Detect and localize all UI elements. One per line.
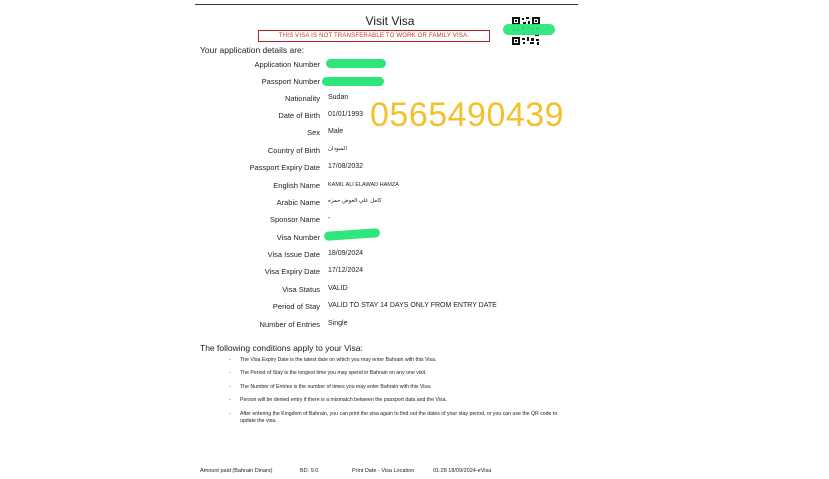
field-label-passport-number: Passport Number bbox=[261, 77, 320, 86]
application-intro: Your application details are: bbox=[200, 45, 305, 55]
field-label-period-of-stay: Period of Stay bbox=[272, 302, 320, 311]
condition-marker: - bbox=[229, 384, 231, 390]
condition-text: After entering the Kingdom of Bahrain, you can print the visa again to find out the dates of your stay period, or you can use the QR code to update the visa. bbox=[240, 411, 558, 424]
field-label-visa-issue-date: Visa Issue Date bbox=[267, 250, 320, 259]
conditions-title: The following conditions apply to your Visa: bbox=[200, 343, 363, 353]
field-value-country-of-birth: السودان bbox=[328, 146, 347, 152]
field-label-visa-status: Visa Status bbox=[282, 285, 320, 294]
condition-marker: - bbox=[229, 370, 231, 376]
print-date-value: 01:28 18/09/2024-eVisa bbox=[433, 468, 492, 474]
field-value-number-of-entries: Single bbox=[328, 320, 348, 327]
field-label-arabic-name: Arabic Name bbox=[276, 198, 320, 207]
field-label-nationality: Nationality bbox=[284, 94, 320, 103]
field-label-application-number: Application Number bbox=[254, 60, 320, 69]
condition-text: The Period of Stay is the longest time you may spend in Bahrain on any one visit. bbox=[240, 370, 427, 376]
transfer-warning: THIS VISA IS NOT TRANSFERABLE TO WORK OR FAMILY VISA. bbox=[258, 30, 490, 42]
print-date-label: Print Date - Visa Location bbox=[352, 468, 415, 474]
phone-number-overlay: 0565490439 bbox=[370, 96, 565, 134]
field-label-visa-expiry-date: Visa Expiry Date bbox=[264, 267, 320, 276]
visa-number-redaction bbox=[324, 228, 380, 241]
top-rule bbox=[195, 4, 578, 5]
field-label-english-name: English Name bbox=[273, 181, 320, 190]
field-value-visa-issue-date: 18/09/2024 bbox=[328, 250, 364, 257]
field-value-nationality: Sudan bbox=[328, 94, 349, 101]
application-number-redaction bbox=[326, 59, 386, 68]
condition-marker: - bbox=[229, 357, 231, 363]
condition-text: The Number of Entries is the number of times you may enter Bahrain with this Visa. bbox=[240, 384, 432, 390]
field-value-passport-expiry-date: 17/08/2032 bbox=[328, 163, 364, 170]
field-label-date-of-birth: Date of Birth bbox=[278, 111, 320, 120]
field-value-sex: Male bbox=[328, 128, 344, 135]
condition-marker: - bbox=[229, 411, 231, 417]
field-label-country-of-birth: Country of Birth bbox=[267, 146, 320, 155]
passport-number-redaction bbox=[322, 77, 384, 86]
field-label-passport-expiry-date: Passport Expiry Date bbox=[249, 163, 320, 172]
field-label-visa-number: Visa Number bbox=[276, 233, 320, 242]
amount-paid-label: Amount paid (Bahrain Dinars) bbox=[200, 468, 273, 474]
field-label-number-of-entries: Number of Entries bbox=[259, 320, 320, 329]
condition-text: Person will be denied entry if there is a mismatch between the passport data and the Visa. bbox=[240, 397, 447, 403]
field-value-english-name: KAMIL ALI ELAWAD HAMZA bbox=[328, 182, 399, 188]
field-value-date-of-birth: 01/01/1993 bbox=[328, 111, 364, 118]
field-value-period-of-stay: VALID TO STAY 14 DAYS ONLY FROM ENTRY DATE bbox=[328, 302, 497, 309]
qr-redaction-mark bbox=[503, 24, 555, 35]
condition-marker: - bbox=[229, 397, 231, 403]
document-title: Visit Visa bbox=[365, 14, 415, 28]
field-value-visa-status: VALID bbox=[328, 285, 348, 292]
condition-text: The Visa Expiry Date is the latest date on which you may enter Bahrain with this Visa. bbox=[240, 357, 437, 363]
field-value-sponsor-name: - bbox=[328, 215, 331, 222]
amount-paid-value: BD. 9.0 bbox=[300, 468, 319, 474]
field-label-sponsor-name: Sponsor Name bbox=[269, 215, 320, 224]
field-value-arabic-name: كامل علي العوض حمزه bbox=[328, 198, 382, 204]
field-value-visa-expiry-date: 17/12/2024 bbox=[328, 267, 364, 274]
field-label-sex: Sex bbox=[307, 128, 320, 137]
